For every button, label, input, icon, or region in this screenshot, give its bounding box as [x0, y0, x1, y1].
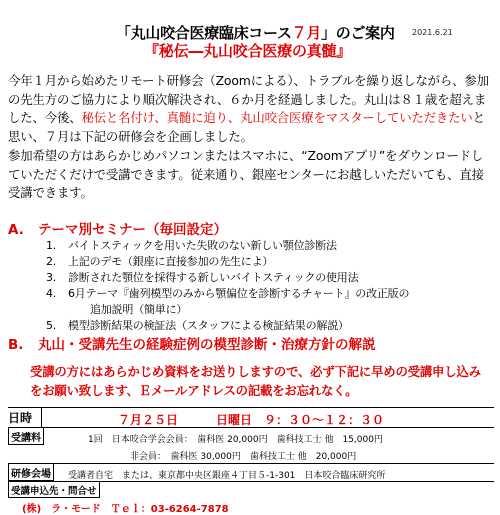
section-a-title: テーマ別セミナー（毎回設定） [38, 222, 227, 238]
intro-paragraph-2: 参加希望の方はあらかじめパソコンまたはスマホに、“Zoomアプリ”をダウンロードしていただくだけで受講できます。従来通り、銀座センターにお越しいただいても、直接受講できます。 [8, 147, 484, 201]
list-item-number: 3. [46, 271, 57, 284]
list-item-text: 模型診断結果の検証法（スタッフによる検証結果の解説） [68, 319, 349, 332]
intro-p1-highlight: 秘伝と名付け、真髄に迫り、丸山咬合医療をマスターしていただきたい [81, 110, 473, 126]
list-item-text: 診断された顎位を採得する新しいバイトスティックの使用法 [68, 271, 359, 284]
fee-label: 受講料 [8, 428, 44, 445]
intro-text [8, 72, 494, 203]
document-subtitle: 『秘伝―丸山咬合医療の真髄』 [144, 42, 352, 60]
intro-p1-tail: と思い、７月は下記の研修会を企画しました。 [8, 110, 485, 145]
apply-label: 受講申込先・問合せ [8, 482, 100, 498]
venue-label: 研修会場 [8, 464, 54, 481]
section-a-letter: A. [8, 222, 24, 238]
list-item-number: 5. [46, 319, 57, 332]
section-a-heading [8, 218, 227, 238]
apply-row [8, 482, 494, 498]
list-item [46, 238, 486, 254]
section-b-heading [8, 333, 376, 353]
list-item [46, 286, 486, 318]
fee-member: 1回 日本咬合学会会員： 歯科医 20,000円 歯科技工士 他 15,000円 [88, 435, 383, 445]
event-time: 日曜日 ９：３０～１２：３０ [216, 413, 385, 427]
event-info-table [8, 407, 494, 515]
fee-non-member: 非会員： 歯科医 30,000円 歯科技工士 他 20,000円 [130, 452, 357, 462]
apply-contact-row [8, 498, 494, 515]
title-text: 「丸山咬合医療臨床コース [116, 24, 292, 42]
list-item [46, 254, 486, 270]
list-item [46, 270, 486, 286]
title-month: ７月 [291, 24, 322, 42]
list-item-number: 1. [46, 239, 57, 252]
venue-row [8, 464, 494, 482]
list-item-text: 6月テーマ『歯列模型のみから顎偏位を診断するチャート』の改正版の [68, 287, 410, 300]
title-suffix: 」のご案内 [321, 24, 395, 42]
apply-contact: (株) ラ・モード Ｔｅｌ：03-6264-7878 [22, 504, 229, 515]
intro-p1-text: 今年１月から始めたリモート研修会（Zoomによる）、トラブルを繰り返しながら、参加の先生方のご協力により順次解決され、６か月を経過しました。丸山は８１歳を超えました、今後、 [8, 73, 489, 126]
intro-paragraph-1 [8, 72, 494, 147]
list-item [46, 318, 486, 334]
seminar-topic-list [46, 238, 486, 334]
event-date: ７月２５日 [118, 413, 179, 427]
section-b-letter: B. [8, 337, 24, 353]
list-item-number: 2. [46, 255, 57, 268]
list-item-text: 上記のデモ（銀座に直接参加の先生によ） [68, 255, 274, 268]
registration-notice: 受講の方にはあらかじめ資料をお送りしますので、必ず下記に早めの受講申し込みをお願い致します、Ｅメールアドレスの記載をお忘れなく。 [30, 364, 481, 398]
section-b-title: 丸山・受講先生の経験症例の模型診断・治療方針の解説 [38, 337, 376, 353]
list-item-continuation: 追加説明（簡単に） [90, 303, 188, 316]
document-date: 2021.6.21 [412, 28, 453, 37]
date-row [8, 408, 494, 428]
list-item-number: 4. [46, 287, 57, 300]
list-item-text: バイトスティックを用いた失敗のない新しい顎位診断法 [68, 239, 337, 252]
fee-row [8, 428, 494, 464]
venue-value: 受講者自宅 または、東京都中央区銀座４丁目５-1-301 日本咬合臨床研究所 [68, 471, 386, 481]
date-label: 日時 [8, 408, 42, 427]
